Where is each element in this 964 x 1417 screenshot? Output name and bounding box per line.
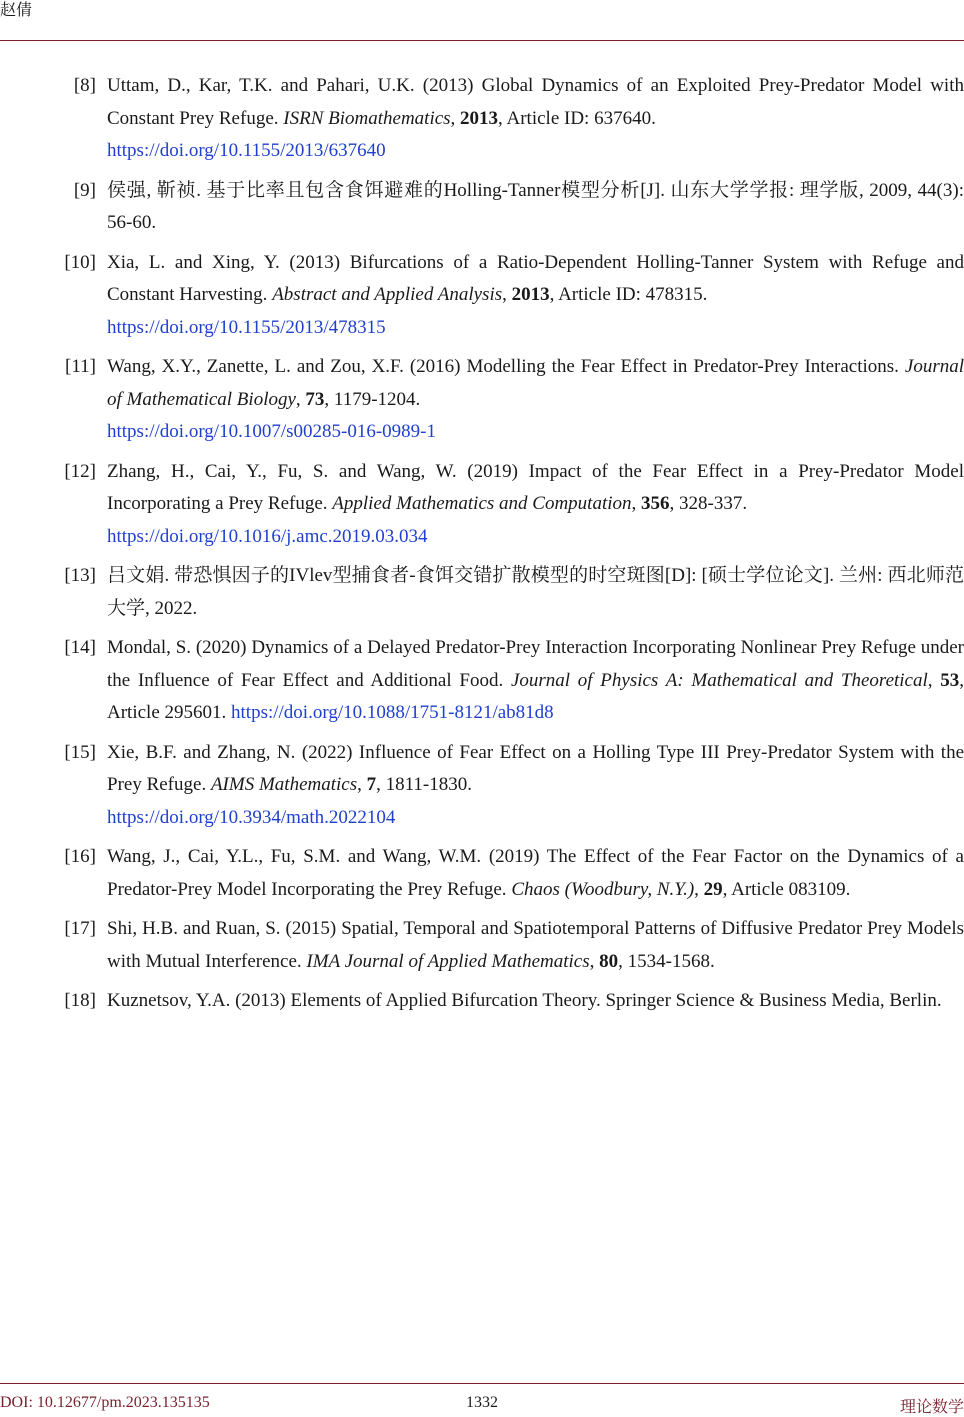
footer-doi[interactable]: DOI: 10.12677/pm.2023.135135 [0, 1394, 210, 1411]
reference-number: [13] [64, 565, 96, 586]
volume-number: 80 [599, 950, 619, 972]
reference-segment: 侯强, 靳祯. 基于比率且包含食饵避难的Holling-Tanner模型分析[J]. 山东大学学报: 理学版, 2009, 44(3): 56-60. [107, 179, 964, 233]
doi-link[interactable]: https://doi.org/10.1007/s00285-016-0989-1 [107, 421, 436, 442]
reference-segment: , [502, 284, 512, 305]
reference-text [107, 560, 964, 625]
reference-item [0, 351, 964, 449]
reference-number: [16] [64, 846, 96, 867]
volume-number: 29 [703, 878, 723, 900]
reference-item [0, 175, 964, 240]
reference-segment: Xie, B.F. and Zhang, N. (2022) Influence of Fear Effect on a Holling Type III Prey-Predator System with the Prey Refuge. [107, 741, 964, 795]
journal-title: ISRN Biomathematics [283, 107, 451, 129]
reference-item [0, 560, 964, 625]
reference-text [107, 913, 964, 978]
reference-segment: Wang, J., Cai, Y.L., Fu, S.M. and Wang, W.M. (2019) The Effect of the Fear Factor on the Dynamics of a Predator-Prey Model Incorporating the Prey Refuge. [107, 846, 964, 900]
header-author: 赵倩 [0, 0, 33, 19]
journal-title: IMA Journal of Applied Mathematics [306, 950, 590, 972]
reference-text [107, 632, 964, 730]
reference-item [0, 841, 964, 906]
reference-segment: , 328-337. [669, 493, 748, 514]
volume-number: 2013 [511, 284, 550, 305]
reference-segment: Zhang, H., Cai, Y., Fu, S. and Wang, W. (2019) Impact of the Fear Effect in a Prey-Predator Model Incorporating a Prey Refuge. [107, 460, 964, 514]
reference-number: [14] [64, 637, 96, 658]
reference-segment: , Article ID: 637640. [498, 107, 656, 129]
volume-number: 7 [366, 774, 377, 795]
reference-text [107, 841, 964, 906]
volume-number: 2013 [460, 107, 499, 129]
reference-segment: Xia, L. and Xing, Y. (2013) Bifurcations of a Ratio-Dependent Holling-Tanner System with Refuge and Constant Harvesting. [107, 251, 964, 305]
reference-text [107, 985, 964, 1018]
reference-segment: 吕文娟. 带恐惧因子的IVlev型捕食者-食饵交错扩散模型的时空斑图[D]: [硕士学位论文]. 兰州: 西北师范大学, 2022. [107, 565, 964, 619]
reference-segment: , [927, 669, 941, 691]
reference-text [107, 351, 964, 449]
reference-number: [18] [64, 990, 96, 1011]
reference-text [107, 175, 964, 240]
reference-item [0, 247, 964, 345]
reference-number: [10] [64, 251, 96, 273]
doi-link[interactable]: https://doi.org/10.1088/1751-8121/ab81d8 [231, 702, 554, 723]
doi-link[interactable]: https://doi.org/10.1155/2013/478315 [107, 316, 386, 338]
reference-segment: , Article 295601. [107, 669, 964, 723]
reference-segment: , [295, 388, 306, 410]
reference-text [107, 456, 964, 554]
reference-number: [12] [64, 460, 96, 482]
doi-link[interactable]: https://doi.org/10.1155/2013/637640 [107, 140, 386, 161]
reference-item [0, 985, 964, 1018]
reference-segment: , [589, 950, 600, 972]
journal-title: Chaos (Woodbury, N.Y.) [511, 878, 695, 900]
volume-number: 356 [641, 493, 670, 514]
reference-segment: , [450, 107, 461, 129]
reference-item [0, 632, 964, 730]
page-header [0, 0, 964, 41]
reference-item [0, 70, 964, 168]
reference-segment: , [631, 493, 642, 514]
reference-item [0, 456, 964, 554]
reference-number: [11] [65, 356, 96, 377]
reference-number: [8] [73, 75, 96, 96]
reference-number: [17] [64, 918, 96, 939]
reference-text [107, 70, 964, 168]
reference-segment: , 1811-1830. [376, 774, 472, 795]
reference-segment: , [694, 878, 704, 900]
reference-segment: Shi, H.B. and Ruan, S. (2015) Spatial, Temporal and Spatiotemporal Patterns of Diffusive Predator Prey Models with Mutual Interference. [107, 918, 964, 972]
reference-item [0, 737, 964, 835]
volume-number: 53 [940, 669, 960, 691]
reference-text [107, 737, 964, 835]
reference-segment: Kuznetsov, Y.A. (2013) Elements of Applied Bifurcation Theory. Springer Science & Business Media, Berlin. [107, 990, 942, 1011]
page-footer [0, 1383, 964, 1415]
reference-text [107, 247, 964, 345]
journal-title: AIMS Mathematics [210, 774, 358, 795]
reference-number: [9] [73, 179, 96, 201]
reference-number: [15] [64, 741, 96, 763]
journal-name: 理论数学 [899, 1397, 964, 1416]
reference-segment: Mondal, S. (2020) Dynamics of a Delayed Predator-Prey Interaction Incorporating Nonlinear Prey Refuge under the Influence of Fear Effect and Additional Food. [107, 637, 964, 691]
reference-segment: Wang, X.Y., Zanette, L. and Zou, X.F. (2016) Modelling the Fear Effect in Predator-Prey Interactions. [107, 356, 905, 377]
journal-title: Abstract and Applied Analysis [272, 284, 503, 305]
reference-item [0, 913, 964, 978]
reference-list [0, 70, 964, 1025]
reference-segment: , Article ID: 478315. [549, 284, 708, 305]
journal-title: Journal of Mathematical Biology [107, 356, 964, 410]
doi-link[interactable]: https://doi.org/10.3934/math.2022104 [107, 806, 396, 828]
reference-segment: , 1534-1568. [618, 950, 715, 972]
doi-link[interactable]: https://doi.org/10.1016/j.amc.2019.03.034 [107, 525, 428, 547]
reference-segment: , [357, 774, 367, 795]
volume-number: 73 [305, 388, 325, 410]
reference-segment: , Article 083109. [722, 878, 851, 900]
page-number: 1332 [466, 1394, 498, 1411]
reference-segment: Uttam, D., Kar, T.K. and Pahari, U.K. (2013) Global Dynamics of an Exploited Prey-Predator Model with Constant Prey Refuge. [107, 75, 964, 129]
journal-title: Journal of Physics A: Mathematical and Theoretical [510, 669, 928, 691]
reference-segment: , 1179-1204. [324, 388, 421, 410]
journal-title: Applied Mathematics and Computation [332, 493, 632, 514]
